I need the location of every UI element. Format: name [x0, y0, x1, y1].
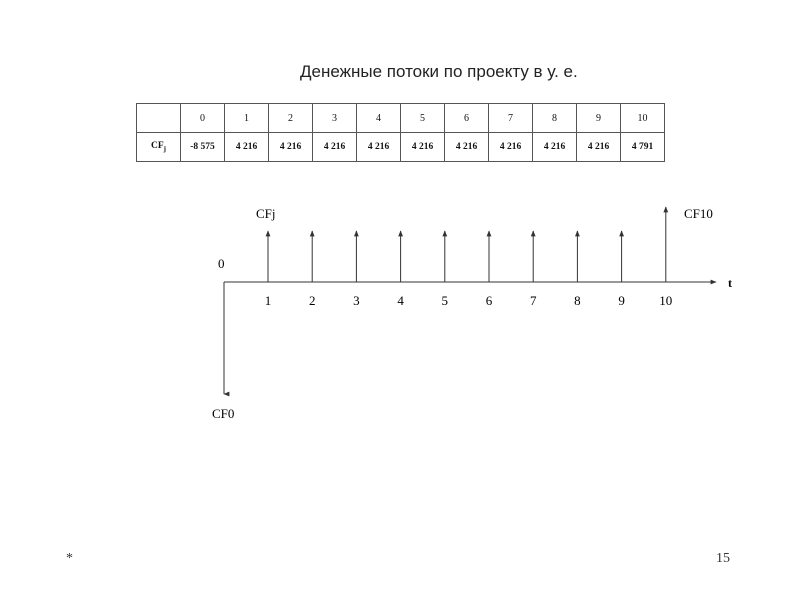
- cf10-label: CF10: [684, 206, 713, 221]
- period-header-cell: 8: [533, 104, 577, 133]
- period-header-cell: 1: [225, 104, 269, 133]
- period-label: 2: [308, 293, 316, 308]
- period-label: 1: [264, 293, 272, 308]
- cash-flow-value-cell: 4 216: [401, 133, 445, 162]
- footer-star: *: [66, 551, 73, 566]
- period-label: 4: [397, 293, 404, 308]
- period-label: 7: [529, 293, 537, 308]
- origin-label: 0: [218, 256, 225, 271]
- row-label-main: CF: [150, 141, 164, 152]
- cash-flow-value-cell: 4 216: [269, 133, 313, 162]
- period-header-cell: 3: [313, 104, 357, 133]
- period-label: 9: [618, 293, 625, 308]
- period-header-cell: 4: [357, 104, 401, 133]
- cash-flow-value-cell: 4 216: [225, 133, 269, 162]
- period-labels: [265, 293, 673, 308]
- period-label: 10: [659, 293, 673, 308]
- cash-flow-value-cell: 4 216: [313, 133, 357, 162]
- cash-flow-value-cell: 4 216: [533, 133, 577, 162]
- period-header-cell: 10: [621, 104, 665, 133]
- cash-flow-value-cell: 4 216: [489, 133, 533, 162]
- cash-flow-value-cell: 4 791: [621, 133, 665, 162]
- cfj-label: CFj: [256, 206, 276, 221]
- period-header-cell: 7: [489, 104, 533, 133]
- cash-flow-value-cell: 4 216: [445, 133, 489, 162]
- period-header-cell: 5: [401, 104, 445, 133]
- slide-title: Денежные потоки по проекту в у. е.: [300, 62, 578, 81]
- cash-inflow-arrows: [268, 207, 666, 282]
- cash-flow-value-cell: 4 216: [357, 133, 401, 162]
- row-label-sub: j: [163, 144, 166, 153]
- cash-flow-value-cell: -8 575: [181, 133, 225, 162]
- period-label: 3: [353, 293, 360, 308]
- cf0-label: CF0: [212, 406, 235, 421]
- axis-label-t: t: [728, 276, 732, 290]
- period-label: 6: [485, 293, 493, 308]
- period-label: 5: [441, 293, 449, 308]
- period-header-cell: 9: [577, 104, 621, 133]
- cash-flow-value-cell: 4 216: [577, 133, 621, 162]
- period-header-cell: 0: [181, 104, 225, 133]
- period-header-cell: 6: [445, 104, 489, 133]
- period-label: 8: [574, 293, 581, 308]
- page-number: 15: [716, 551, 730, 566]
- period-header-cell: 2: [269, 104, 313, 133]
